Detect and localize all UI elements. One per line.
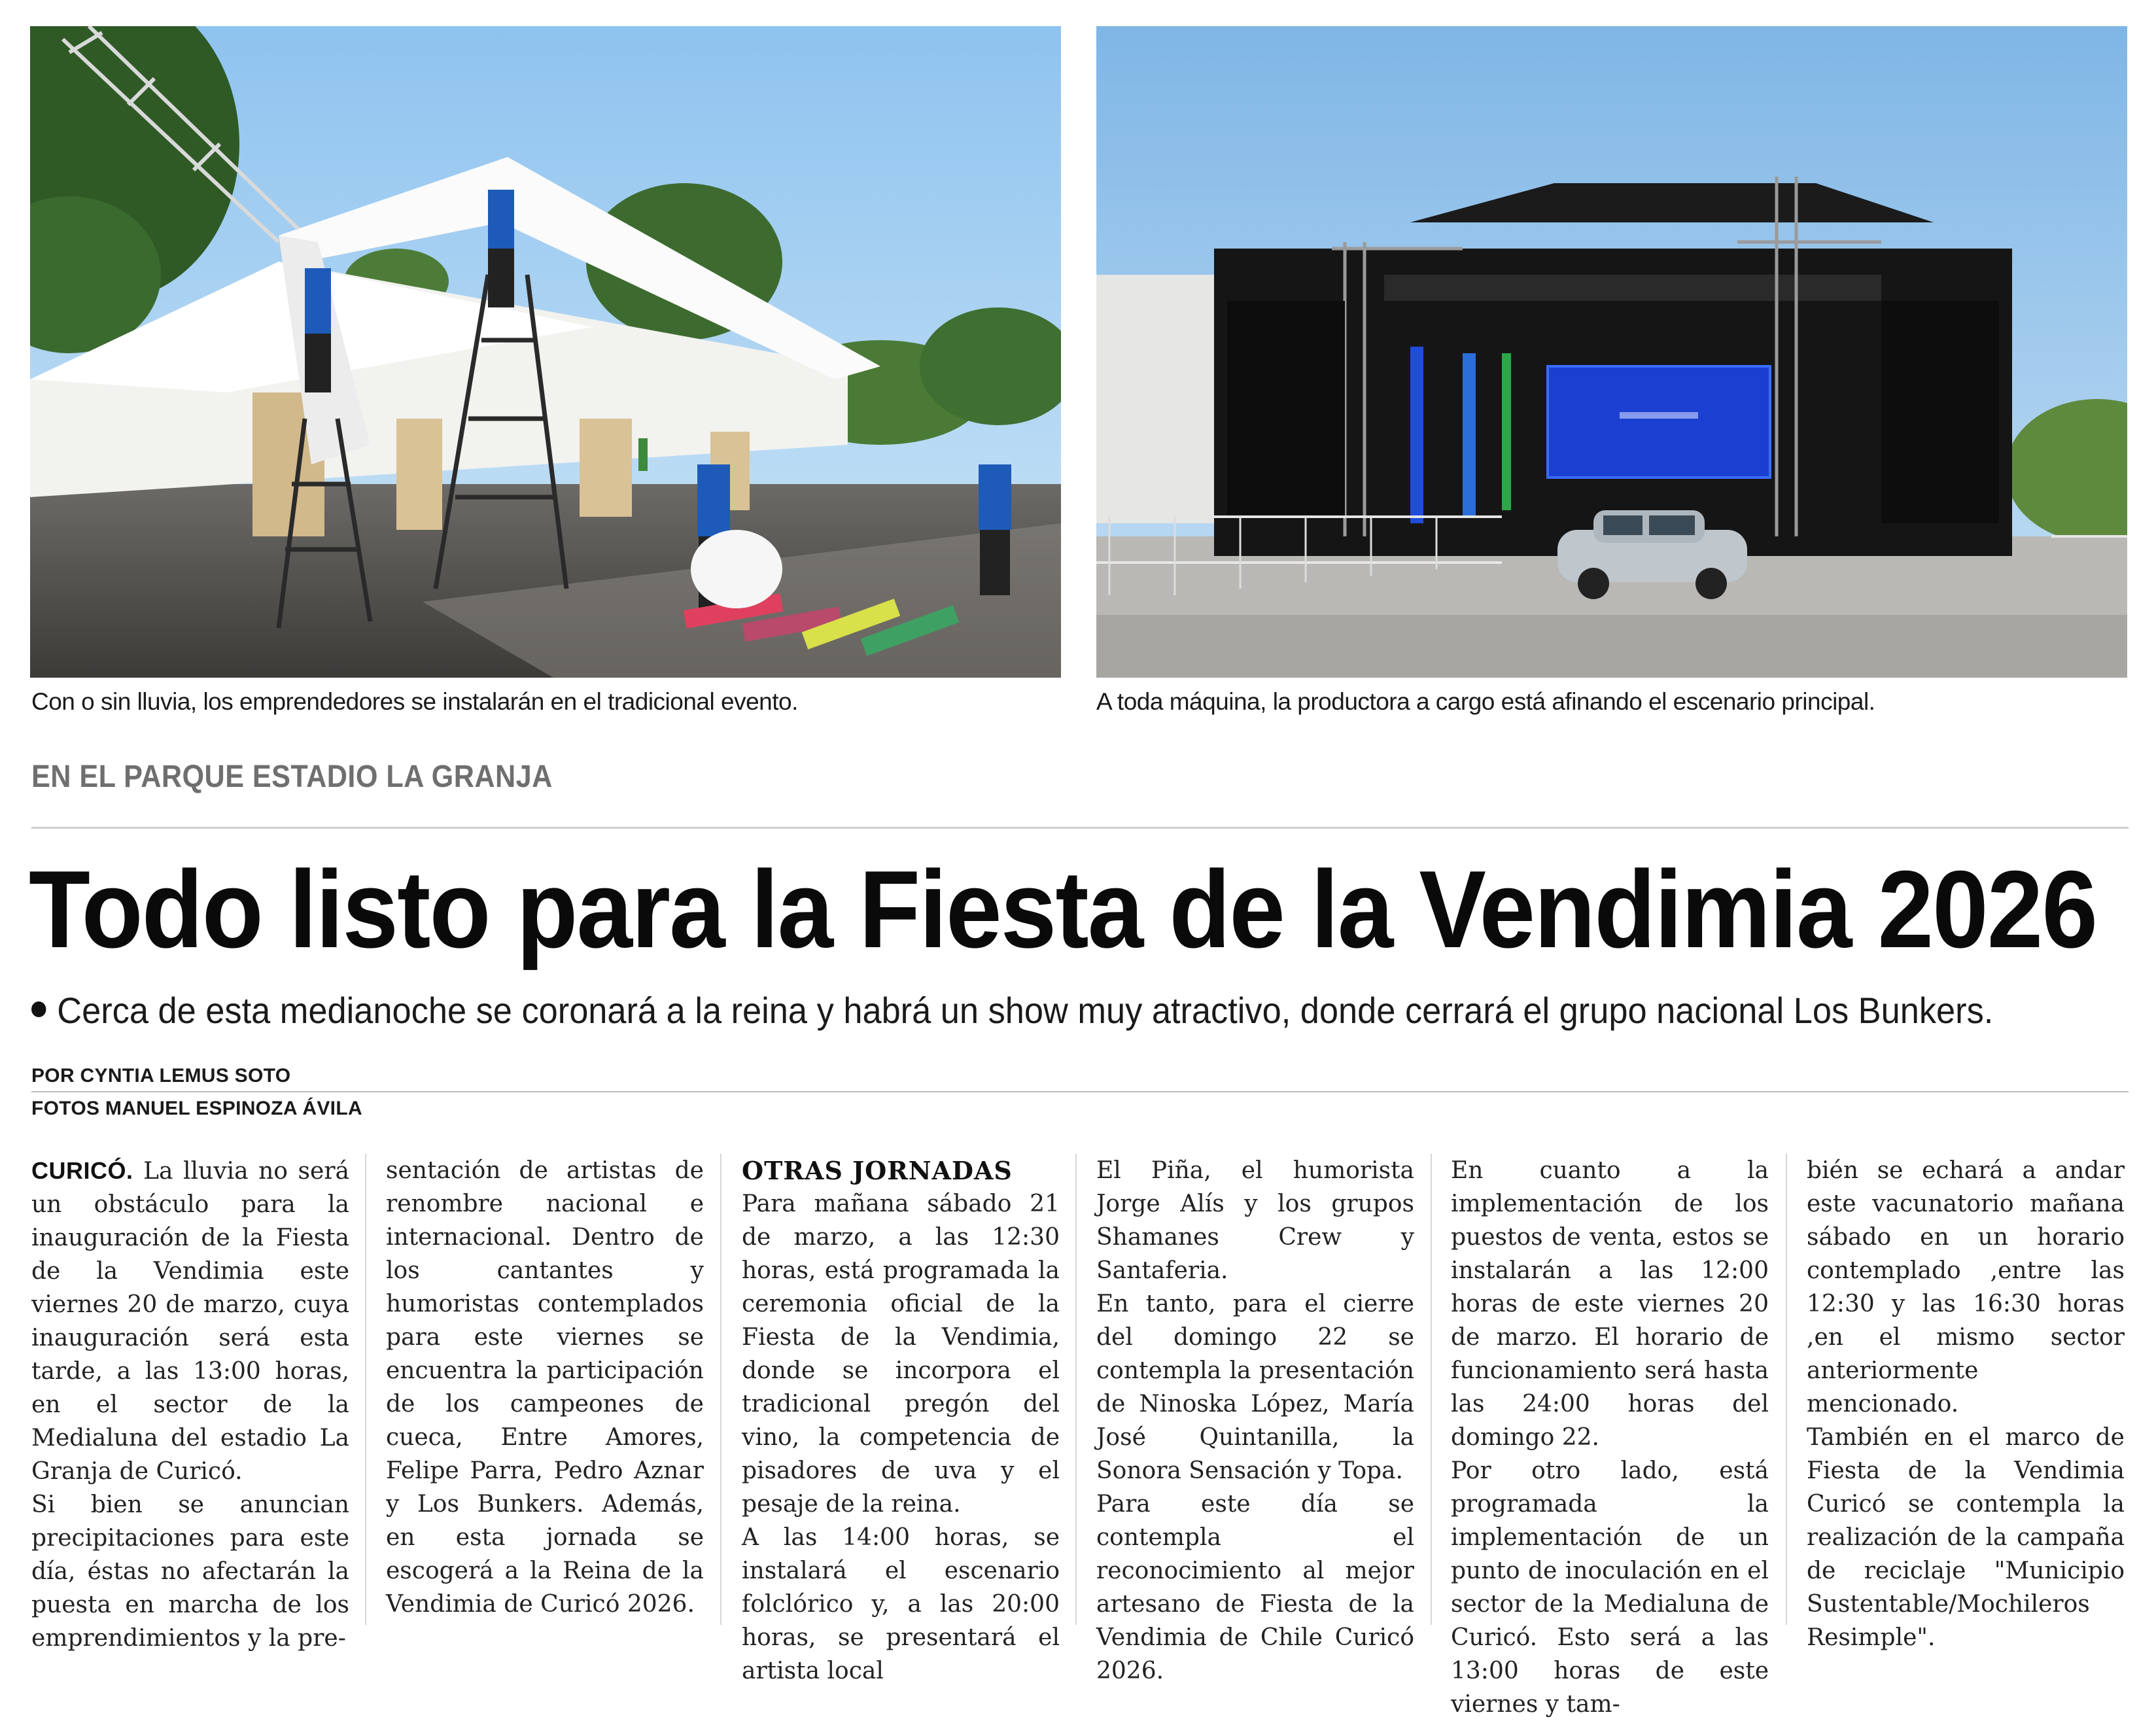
photo-caption-stage: A toda máquina, la productora a cargo está afinando el escenario principal. xyxy=(1096,688,1875,715)
article-paragraph: También en el marco de Fiesta de la Vendimia Curicó se contempla la realización de la campaña de reciclaje "Municipio Sustentable/Mochileros Resimple". xyxy=(1807,1424,2125,1651)
article-paragraph: Si bien se anuncian precipitaciones para este día, éstas no afectarán la puesta en marcha de los emprendimientos y la pre- xyxy=(31,1491,349,1652)
photo-caption-tent: Con o sin lluvia, los emprendedores se instalarán en el tradicional evento. xyxy=(31,688,798,715)
article-column-4 xyxy=(1096,1154,1414,1688)
article-paragraph: sentación de artistas de renombre nacional e internacional. Dentro de los cantantes y humoristas contemplados para este viernes se encuentra la participación de los campeones de cueca, Entre Amores, Felipe Parra, Pedro Aznar y Los Bunkers. Además, en esta jornada se escogerá a la Reina de la Vendimia de Curicó 2026. xyxy=(386,1157,704,1618)
column-rule xyxy=(720,1154,722,1625)
dateline: CURICÓ. xyxy=(31,1157,133,1184)
column-rule xyxy=(1075,1154,1077,1625)
article-paragraph: Para este día se contempla el reconocimiento al mejor artesano de Fiesta de la Vendimia de Chile Curicó 2026. xyxy=(1096,1491,1414,1684)
article-paragraph: Por otro lado, está programada la implementación de un punto de inoculación en el sector de la Medialuna de Curicó. Esto será a las 13:00 horas de este viernes y tam- xyxy=(1451,1457,1769,1718)
section-heading: OTRAS JORNADAS xyxy=(742,1156,1013,1185)
byline-author: POR CYNTIA LEMUS SOTO xyxy=(31,1065,291,1086)
divider-byline xyxy=(31,1091,2129,1092)
paragraph-text: La lluvia no será un obstáculo para la inauguración de la Fiesta de la Vendimia este viernes 20 de marzo, cuya inauguración será esta tarde, a las 13:00 horas, en el sector de la Medialuna del estadio La Granja de Curicó. xyxy=(31,1158,349,1485)
article-column-1 xyxy=(31,1154,349,1655)
article-column-3 xyxy=(742,1154,1060,1688)
column-rule xyxy=(365,1154,366,1625)
headline: Todo listo para la Fiesta de la Vendimia 2026 xyxy=(29,848,2097,971)
article-column-6 xyxy=(1807,1154,2125,1654)
article-paragraph: El Piña, el humorista Jorge Alís y los grupos Shamanes Crew y Santaferia. xyxy=(1096,1157,1414,1284)
article-paragraph: Para mañana sábado 21 de marzo, a las 12:30 horas, está programada la ceremonia oficial de la Fiesta de la Vendimia, donde se incorpora el tradicional pregón del vino, la competencia de pisadores de uva y el pesaje de la reina. xyxy=(742,1191,1060,1518)
divider-top xyxy=(31,827,2129,829)
subhead xyxy=(31,989,1993,1032)
article-paragraph: A las 14:00 horas, se instalará el escenario folclórico y, a las 20:00 horas, se presentará el artista local xyxy=(742,1524,1060,1684)
article-paragraph: En cuanto a la implementación de los puestos de venta, estos se instalarán a las 12:00 horas de este viernes 20 de marzo. El horario de funcionamiento será hasta las 24:00 horas del domingo 22. xyxy=(1451,1157,1769,1451)
photo-main-stage xyxy=(1096,26,2127,678)
byline-photos: FOTOS MANUEL ESPINOZA ÁVILA xyxy=(31,1098,362,1119)
article-column-2 xyxy=(386,1154,704,1621)
article-paragraph xyxy=(31,1154,349,1488)
photo-tent-workers xyxy=(30,26,1061,678)
article-column-5 xyxy=(1451,1154,1769,1721)
column-rule xyxy=(1786,1154,1787,1625)
subhead-text: Cerca de esta medianoche se coronará a la reina y habrá un show muy atractivo, donde cerrará el grupo nacional Los Bunkers. xyxy=(57,990,1994,1031)
article-paragraph: bién se echará a andar este vacunatorio mañana sábado en un horario contemplado ,entre las 12:30 y las 16:30 horas ,en el mismo sector anteriormente mencionado. xyxy=(1807,1157,2125,1417)
kicker: EN EL PARQUE ESTADIO LA GRANJA xyxy=(31,759,553,794)
column-rule xyxy=(1431,1154,1432,1625)
article-paragraph: En tanto, para el cierre del domingo 22 se contempla la presentación de Ninoska López, María José Quintanilla, la Sonora Sensación y Topa. xyxy=(1096,1291,1414,1484)
bullet-icon xyxy=(31,1001,46,1017)
